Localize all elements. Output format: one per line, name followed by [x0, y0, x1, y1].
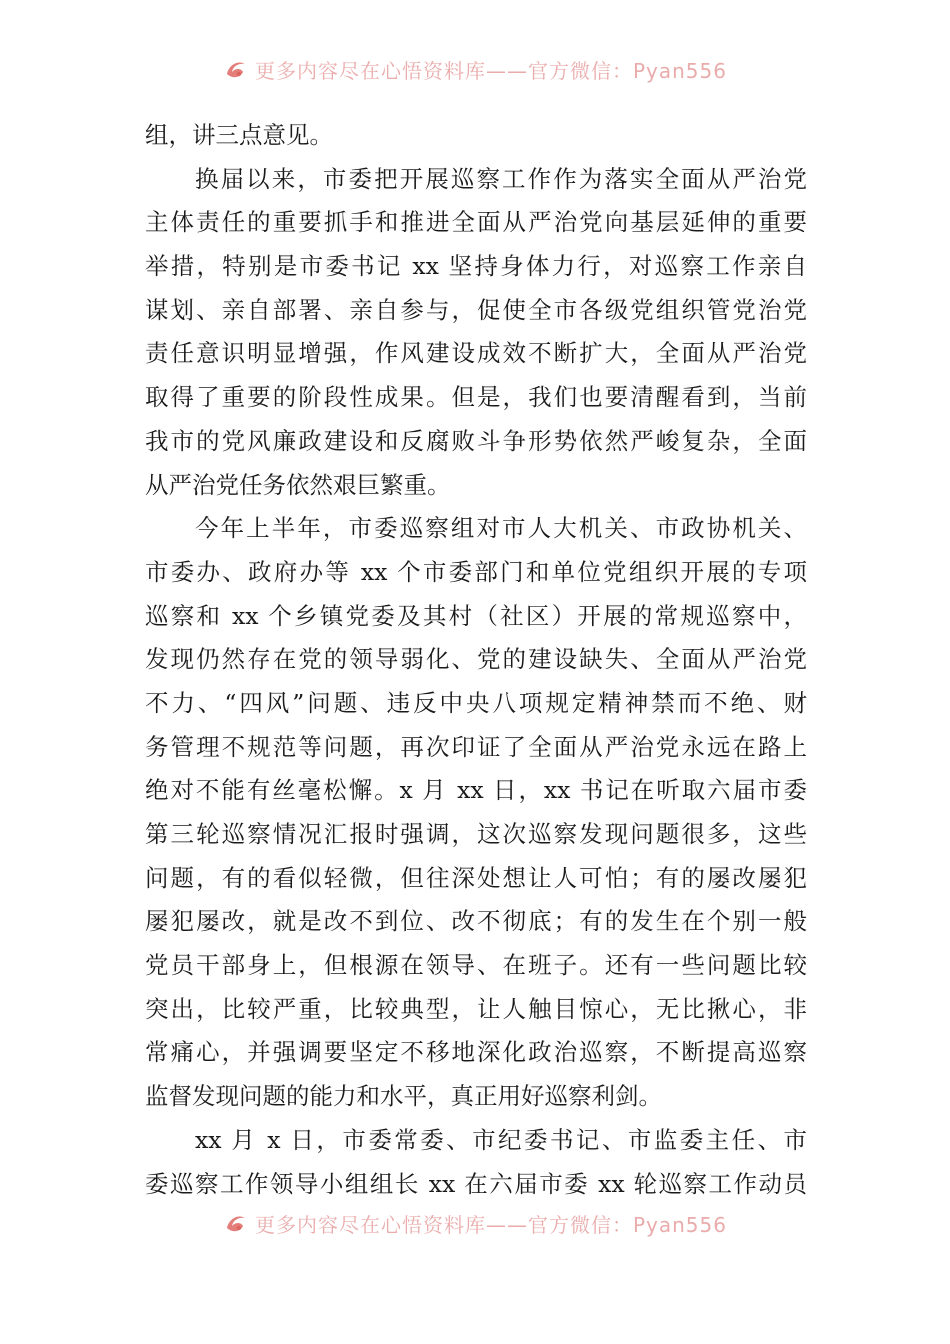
text-line: 组，讲三点意见。	[145, 121, 333, 149]
text-line: 巡察和 xx 个乡镇党委及其村（社区）开展的常规巡察中，	[145, 601, 807, 630]
text-line: xx 月 x 日，市委常委、市纪委书记、市监委主任、市	[195, 1125, 807, 1154]
text-line: 责任意识明显增强，作风建设成效不断扩大，全面从严治党	[145, 339, 807, 368]
watermark-banner-top	[0, 52, 950, 86]
text-line: 谋划、亲自部署、亲自参与，促使全市各级党组织管党治党	[145, 295, 807, 324]
text-line: 举措，特别是市委书记 xx 坚持身体力行，对巡察工作亲自	[145, 252, 807, 281]
text-line: 不力、“四风”问题、违反中央八项规定精神禁而不绝、财	[145, 688, 807, 717]
text-line: 从严治党任务依然艰巨繁重。	[145, 470, 451, 499]
text-line: 常痛心，并强调要坚定不移地深化政治巡察，不断提高巡察	[145, 1038, 807, 1067]
text-line: 主体责任的重要抓手和推进全面从严治党向基层延伸的重要	[145, 208, 807, 237]
text-line: 委巡察工作领导小组组长 xx 在六届市委 xx 轮巡察工作动员	[145, 1169, 807, 1198]
text-line: 监督发现问题的能力和水平，真正用好巡察利剑。	[145, 1082, 662, 1111]
text-line: 今年上半年，市委巡察组对市人大机关、市政协机关、	[195, 514, 807, 543]
document-body	[145, 114, 807, 1206]
text-line: 务管理不规范等问题，再次印证了全面从严治党永远在路上	[145, 732, 807, 761]
watermark-banner-bottom	[0, 1206, 950, 1240]
watermark-text: 更多内容尽在心悟资料库——官方微信：Pyan556	[254, 58, 727, 83]
swirl-logo-icon	[223, 56, 249, 82]
text-line: 市委办、政府办等 xx 个市委部门和单位党组织开展的专项	[145, 557, 807, 586]
text-line: 第三轮巡察情况汇报时强调，这次巡察发现问题很多，这些	[145, 820, 807, 848]
text-line: 屡犯屡改，就是改不到位、改不彻底；有的发生在个别一般	[145, 907, 807, 936]
text-line: 党员干部身上，但根源在领导、在班子。还有一些问题比较	[145, 951, 807, 980]
watermark-text: 更多内容尽在心悟资料库——官方微信：Pyan556	[254, 1212, 727, 1237]
text-line: 突出，比较严重，比较典型，让人触目惊心，无比揪心，非	[145, 994, 807, 1023]
text-line: 换届以来，市委把开展巡察工作作为落实全面从严治党	[195, 164, 807, 193]
text-line: 我市的党风廉政建设和反腐败斗争形势依然严峻复杂，全面	[145, 426, 807, 455]
text-line: 发现仍然存在党的领导弱化、党的建设缺失、全面从严治党	[145, 645, 807, 674]
text-line: 问题，有的看似轻微，但往深处想让人可怕；有的屡改屡犯	[145, 863, 807, 892]
swirl-logo-icon	[223, 1210, 249, 1236]
text-line: 取得了重要的阶段性成果。但是，我们也要清醒看到，当前	[145, 383, 807, 412]
text-line: 绝对不能有丝毫松懈。x 月 xx 日，xx 书记在听取六届市委	[145, 776, 807, 805]
